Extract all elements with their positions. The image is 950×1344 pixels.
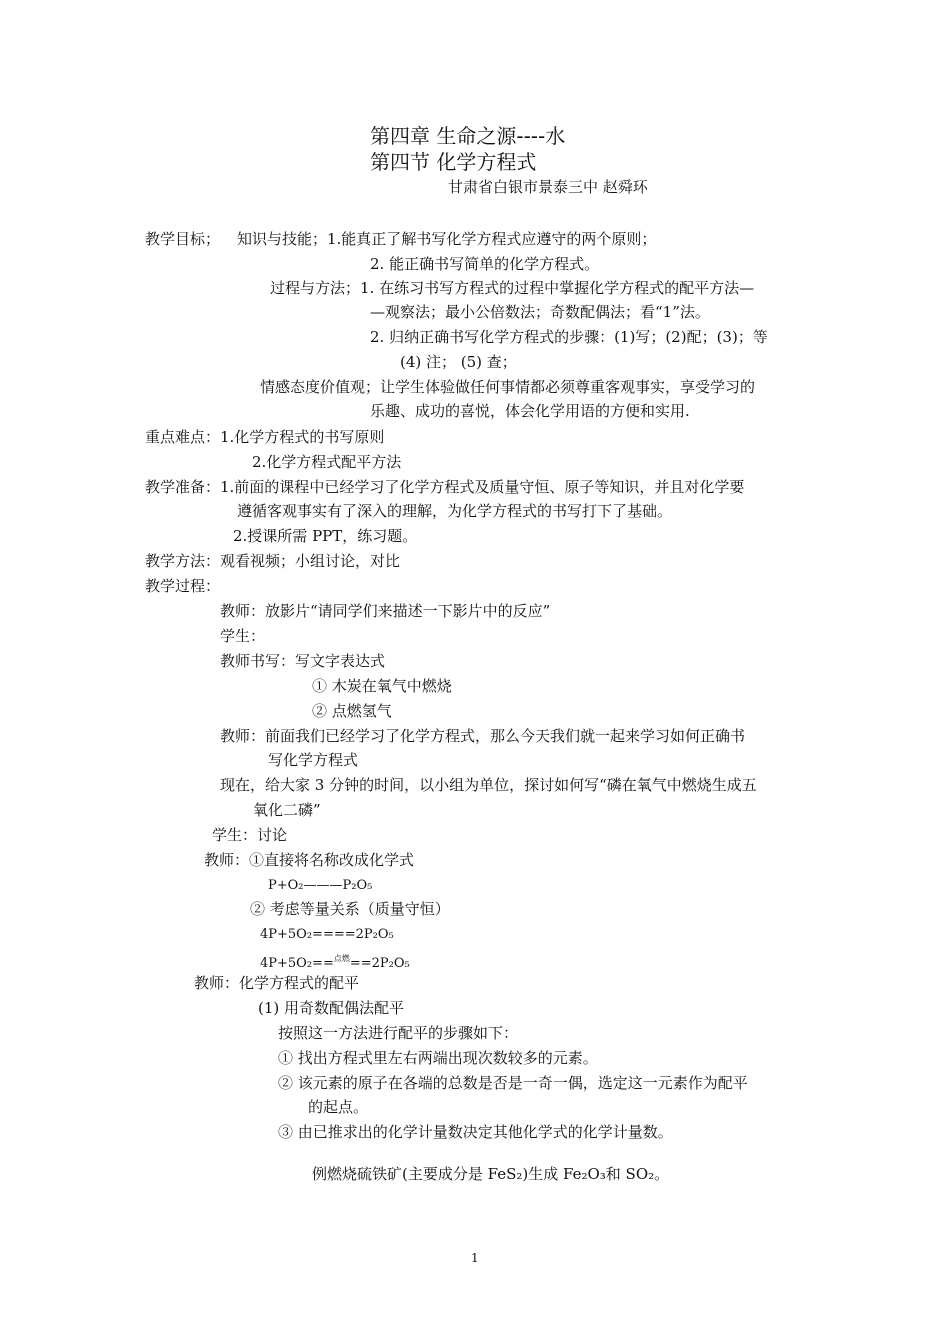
process-line: 氧化二磷” xyxy=(253,801,321,819)
process-line: ② 考虑等量关系（质量守恒） xyxy=(250,900,450,918)
keypoints-line-1: 重点难点：1.化学方程式的书写原则 xyxy=(145,428,385,446)
process-line: 写化学方程式 xyxy=(268,751,359,769)
chapter-title: 第四章 生命之源----水 xyxy=(370,124,566,148)
process-line: 现在，给大家 3 分钟的时间，以小组为单位，探讨如何写“磷在氧气中燃烧生成五 xyxy=(220,776,757,794)
process-line: 教师：化学方程式的配平 xyxy=(194,974,360,992)
objective-process-1-cont: —观察法；最小公倍数法；奇数配偶法；看“1”法。 xyxy=(370,303,710,321)
author-line: 甘肃省白银市景泰三中 赵舜环 xyxy=(448,178,648,196)
objective-process-2-cont: (4) 注； (5) 查； xyxy=(400,353,517,371)
objective-emotion-cont: 乐趣、成功的喜悦，体会化学用语的方便和实用. xyxy=(370,402,690,420)
objectives-label: 教学目标； xyxy=(145,230,221,248)
preparation-line-2: 2.授课所需 PPT，练习题。 xyxy=(233,527,418,545)
process-line: ① 木炭在氧气中燃烧 xyxy=(312,677,452,695)
reaction-condition: 点燃 xyxy=(333,954,350,963)
process-line: 教师：①直接将名称改成化学式 xyxy=(204,851,415,869)
equation-with-condition xyxy=(260,949,410,974)
objective-process-2: 2. 归纳正确书写化学方程式的步骤：(1)写；(2)配；(3)；等 xyxy=(370,328,768,346)
equation: P+O₂———P₂O₅ xyxy=(268,878,373,893)
objective-knowledge-1: 知识与技能；1.能真正了解书写化学方程式应遵守的两个原则； xyxy=(237,230,657,248)
process-line: 按照这一方法进行配平的步骤如下： xyxy=(278,1024,519,1042)
process-line: (1) 用奇数配偶法配平 xyxy=(258,999,405,1017)
process-line: 教师：前面我们已经学习了化学方程式，那么今天我们就一起来学习如何正确书 xyxy=(220,727,746,745)
step-1: ① 找出方程式里左右两端出现次数较多的元素。 xyxy=(278,1049,598,1067)
process-line: 学生：讨论 xyxy=(212,826,288,844)
step-2-cont: 的起点。 xyxy=(308,1098,369,1116)
process-label: 教学过程： xyxy=(145,577,221,595)
objective-knowledge-2: 2. 能正确书写简单的化学方程式。 xyxy=(370,255,600,273)
page-number: 1 xyxy=(471,1251,479,1265)
keypoints-line-2: 2.化学方程式配平方法 xyxy=(252,453,402,471)
section-title: 第四节 化学方程式 xyxy=(370,150,537,174)
preparation-line-1-cont: 遵循客观事实有了深入的理解，为化学方程式的书写打下了基础。 xyxy=(237,502,673,520)
objective-emotion: 情感态度价值观；让学生体验做任何事情都必须尊重客观事实，享受学习的 xyxy=(260,378,756,396)
equation-right: ==2P₂O₅ xyxy=(349,956,410,971)
step-2: ② 该元素的原子在各端的总数是否是一奇一偶，选定这一元素作为配平 xyxy=(278,1074,748,1092)
process-line: 教师书写：写文字表达式 xyxy=(220,652,386,670)
equation-left: 4P+5O₂== xyxy=(260,956,334,971)
equation: 4P+5O₂====2P₂O₅ xyxy=(260,927,394,942)
process-line: 教师：放影片“请同学们来描述一下影片中的反应” xyxy=(220,602,551,620)
process-line: ② 点燃氢气 xyxy=(312,702,392,720)
objective-process-1: 过程与方法；1. 在练习书写方程式的过程中掌握化学方程式的配平方法— xyxy=(270,279,755,297)
step-3: ③ 由已推求出的化学计量数决定其他化学式的化学计量数。 xyxy=(278,1123,673,1141)
process-line: 学生： xyxy=(220,627,266,645)
example-line: 例燃烧硫铁矿(主要成分是 FeS₂)生成 Fe₂O₃和 SO₂。 xyxy=(312,1165,670,1183)
preparation-line-1: 教学准备：1.前面的课程中已经学习了化学方程式及质量守恒、原子等知识，并且对化学要 xyxy=(145,478,745,496)
method-line: 教学方法：观看视频；小组讨论，对比 xyxy=(145,552,401,570)
